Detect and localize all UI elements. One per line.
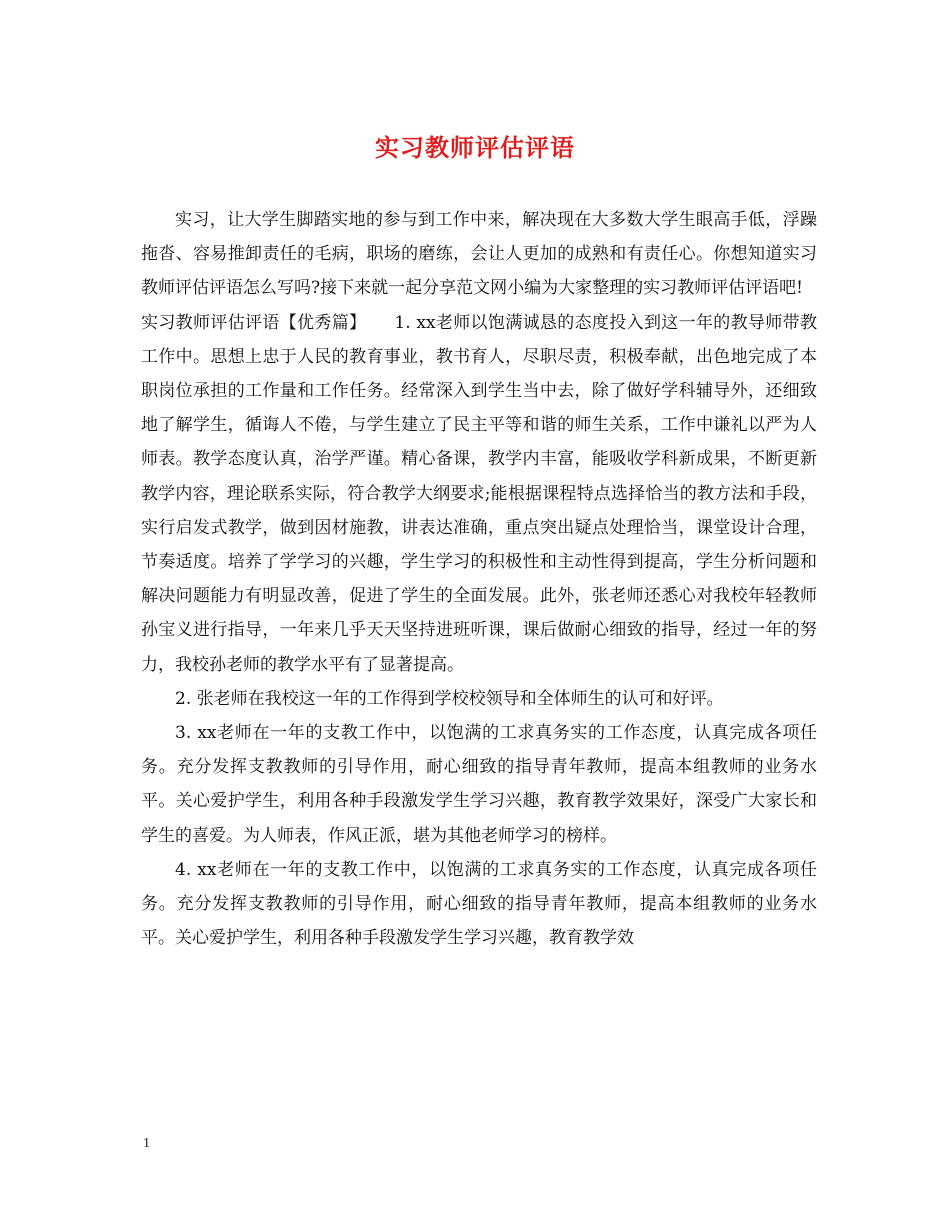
item-1-text: 1. xx老师以饱满诚恳的态度投入到这一年的教导师带教工作中。思想上忠于人民的教育事业，教书育人，尽职尽责，积极奉献，出色地完成了本职岗位承担的工作量和工作任务。经常深入到学生当中去，除了做好学科辅导外，还细致地了解学生，循诲人不倦，与学生建立了民主平等和谐的师生关系，工作中谦礼以严为人师表。教学态度认真，治学严谨。精心备课，教学内丰富，能吸收学科新成果，不断更新教学内容，理论联系实际，符合教学大纲要求;能根据课程特点选择恰当的教方法和手段，实行启发式教学，做到因材施教，讲表达准确，重点突出疑点处理恰当，课堂设计合理，节奏适度。培养了学学习的兴趣，学生学习的积极性和主动性得到提高，学生分析问题和解决问题能力有明显改善，促进了学生的全面发展。此外，张老师还悉心对我校年轻教师孙宝义进行指导，一年来几乎天天坚持进班听课，课后做耐心细致的指导，经过一年的努力，我校孙老师的教学水平有了显著提高。 [141, 312, 817, 675]
document-title: 实习教师评估评语 [375, 133, 575, 162]
item-3-paragraph: 3. xx老师在一年的支教工作中，以饱满的工求真务实的工作态度，认真完成各项任务。充分发挥支教教师的引导作用，耐心细致的指导青年教师，提高本组教师的业务水平。关心爱护学生，利用各种手段激发学生学习兴趣，教育教学效果好，深受广大家长和学生的喜爱。为人师表，作风正派，堪为其他老师学习的榜样。 [141, 723, 817, 846]
intro-paragraph: 实习，让大学生脚踏实地的参与到工作中来，解决现在大多数大学生眼高手低，浮躁拖沓、容易推卸责任的毛病，职场的磨练，会让人更加的成熟和有责任心。你想知道实习教师评估评语怎么写吗?接下来就一起分享范文网小编为大家整理的实习教师评估评语吧! [141, 210, 817, 299]
section-paragraph [141, 306, 817, 682]
section-heading: 实习教师评估评语【优秀篇】 [141, 312, 367, 333]
item-4-paragraph: 4. xx老师在一年的支教工作中，以饱满的工求真务实的工作态度，认真完成各项任务。充分发挥支教教师的引导作用，耐心细致的指导青年教师，提高本组教师的业务水平。关心爱护学生，利用各种手段激发学生学习兴趣，教育教学效 [141, 859, 817, 949]
document-body [141, 203, 817, 955]
page-number: 1 [143, 1136, 150, 1151]
item-2-paragraph: 2. 张老师在我校这一年的工作得到学校校领导和全体师生的认可和好评。 [175, 688, 724, 709]
